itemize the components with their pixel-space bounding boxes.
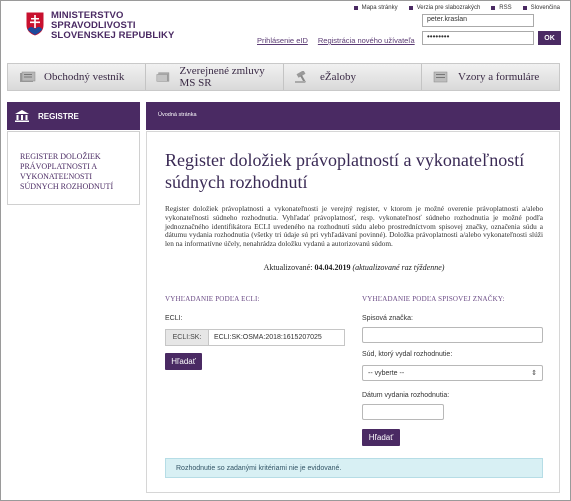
ecli-search-button[interactable]: Hľadať bbox=[165, 353, 202, 370]
logo-line-1: MINISTERSTVO bbox=[51, 10, 124, 21]
bullet-square-icon bbox=[491, 6, 495, 10]
login-ok-button[interactable]: OK bbox=[538, 31, 561, 45]
ecli-label: ECLI: bbox=[165, 315, 183, 322]
ecli-prefix: ECLI:SK: bbox=[165, 329, 209, 346]
logo-text bbox=[51, 11, 174, 41]
top-links bbox=[354, 5, 560, 11]
top-link-sitemap[interactable]: Mapa stránky bbox=[354, 5, 398, 11]
sidebar-title: REGISTRE bbox=[38, 111, 79, 121]
main-nav bbox=[7, 63, 560, 91]
court-label: Súd, ktorý vydal rozhodnutie: bbox=[362, 351, 453, 358]
username-input[interactable]: peter.kraslan bbox=[422, 14, 534, 27]
nav-obchodny-vestnik[interactable]: Obchodný vestník bbox=[8, 64, 145, 90]
spis-search-button[interactable]: Hľadať bbox=[362, 429, 400, 446]
court-select[interactable] bbox=[362, 365, 543, 381]
forms-icon bbox=[432, 71, 450, 83]
sidebar-menu bbox=[7, 131, 140, 205]
main-header-bar bbox=[146, 102, 560, 130]
not-found-notice: Rozhodnutie so zadanými kritériami nie je evidované. bbox=[165, 458, 543, 478]
newspaper-icon bbox=[18, 71, 36, 83]
eid-login-link[interactable]: Prihlásenie eID bbox=[257, 36, 308, 45]
update-info bbox=[147, 263, 561, 272]
bullet-square-icon bbox=[523, 6, 527, 10]
documents-icon bbox=[156, 71, 172, 83]
page-description: Register doložiek právoplatnosti a vykonateľnosti je verejný register, v ktorom je možné overenie právoplatnosti a/alebo vykonateľnosti súdneho rozhodnutia. Vyhľadať právoplatnosť, resp. vykonateľnosť súdneho rozhodnutia je možné podľa jednoznačného identifikátora ECLI uvedeného na rozhodnutí súdu alebo prostredníctvom spisovej značky, označenia súdu a dátumu vydania rozhodnutia (všetky tri údaje sú pri vyhľadávaní povinné). Doložka právoplatnosti a/alebo vykonateľnosti slúži len na informatívne účely, nenahrádza doložku vydanú a autorizovanú súdom. bbox=[165, 204, 543, 249]
date-input[interactable] bbox=[362, 404, 444, 420]
update-date: 04.04.2019 bbox=[314, 263, 351, 272]
logo-line-2: SPRAVODLIVOSTI bbox=[51, 20, 136, 31]
court-select-value: -- vyberte -- bbox=[368, 369, 405, 377]
top-link-rss[interactable]: RSS bbox=[491, 5, 511, 11]
bullet-square-icon bbox=[354, 6, 358, 10]
sidebar-header bbox=[7, 102, 140, 130]
gavel-icon bbox=[294, 71, 312, 83]
nav-ezaloby[interactable]: eŽaloby bbox=[283, 64, 421, 90]
logo-line-3: SLOVENSKEJ REPUBLIKY bbox=[51, 30, 175, 41]
spis-input[interactable] bbox=[362, 327, 543, 343]
password-input[interactable]: •••••••• bbox=[422, 31, 534, 45]
login-links bbox=[257, 36, 415, 45]
bullet-square-icon bbox=[409, 6, 413, 10]
register-link[interactable]: Registrácia nového užívateľa bbox=[317, 36, 415, 45]
ecli-input[interactable]: ECLI:SK:OSMA:2018:1615207025 bbox=[209, 329, 345, 346]
top-link-language[interactable]: Slovenčina bbox=[523, 5, 560, 11]
spis-section-title: VYHĽADANIE PODĽA SPISOVEJ ZNAČKY: bbox=[362, 295, 505, 303]
select-updown-icon: ⇕ bbox=[531, 370, 537, 377]
bank-building-icon bbox=[15, 110, 29, 122]
update-note: (aktualizované raz týždenne) bbox=[352, 263, 445, 272]
main-content bbox=[146, 131, 560, 493]
ministry-logo[interactable] bbox=[25, 11, 174, 41]
slovak-crest-icon bbox=[25, 11, 45, 37]
nav-zmluvy[interactable]: Zverejnené zmluvy MS SR bbox=[145, 64, 283, 90]
ecli-section-title: VYHĽADANIE PODĽA ECLI: bbox=[165, 295, 260, 303]
page-title: Register doložiek právoplatností a vykonateľností súdnych rozhodnutí bbox=[165, 150, 525, 192]
update-label: Aktualizované: bbox=[263, 263, 313, 272]
spis-label: Spisová značka: bbox=[362, 315, 413, 322]
nav-vzory[interactable]: Vzory a formuláre bbox=[421, 64, 559, 90]
breadcrumb[interactable]: Úvodná stránka bbox=[158, 112, 197, 118]
date-label: Dátum vydania rozhodnutia: bbox=[362, 392, 450, 399]
top-link-accessibility[interactable]: Verzia pre slabozrakých bbox=[409, 5, 481, 11]
sidebar-item-register[interactable]: REGISTER DOLOŽIEK PRÁVOPLATNOSTI A VYKONATEĽNOSTI SÚDNYCH ROZHODNUTÍ bbox=[20, 152, 114, 191]
